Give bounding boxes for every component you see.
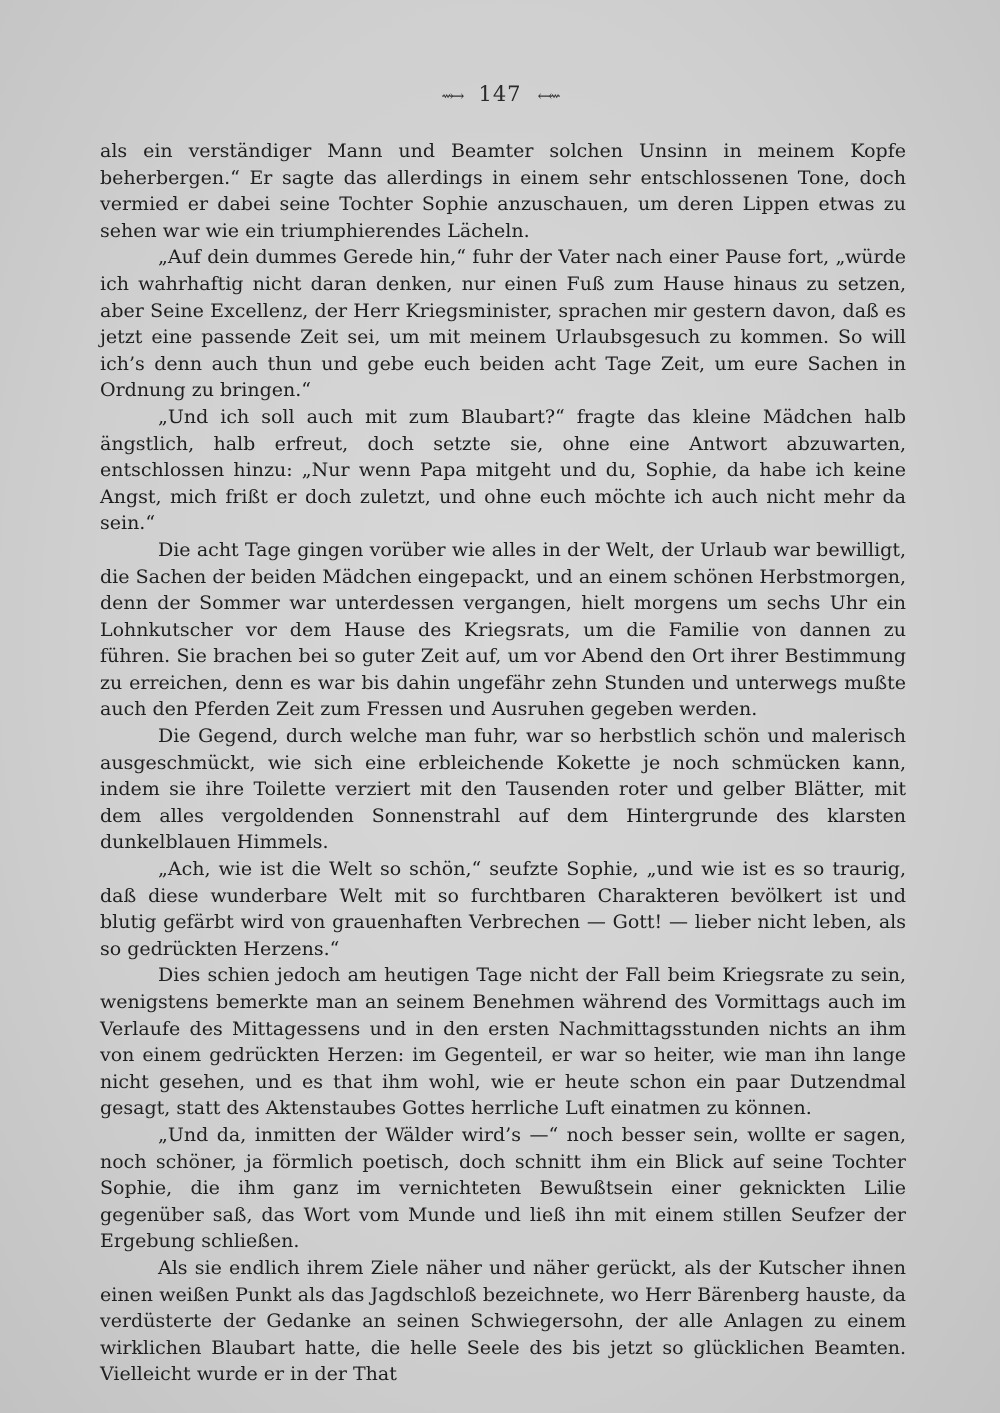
page-number: 147 (478, 82, 522, 106)
paragraph: als ein verständiger Mann und Beamter solchen Unsinn in meinem Kopfe beherbergen.“ Er sagte das allerdings in einem sehr entschlossenen Tone, doch vermied er dabei seine Tochter Sophie anzuschauen, um deren Lippen etwas zu sehen war wie ein triumphierendes Lächeln. (100, 140, 906, 242)
paragraph: „Und da, inmitten der Wälder wird’s —“ noch besser sein, wollte er sagen, noch schöner, ja förmlich poetisch, doch schnitt ihm ein Blick auf seine Tochter Sophie, die ihm ganz im vernichteten Bewußtsein einer geknickten Lilie gegenüber saß, das Wort vom Munde und ließ ihn mit einem stillen Seufzer der Ergebung schließen. (100, 1123, 906, 1253)
body-text (100, 138, 906, 1388)
page-header (0, 82, 1000, 106)
paragraph: „Und ich soll auch mit zum Blaubart?“ fragte das kleine Mädchen halb ängstlich, halb erfreut, doch setzte sie, ohne eine Antwort abzuwarten, entschlossen hinzu: „Nur wenn Papa mitgeht und du, Sophie, da habe ich keine Angst, mich frißt er doch zuletzt, und ohne euch möchte ich auch nicht mehr da sein.“ (100, 405, 906, 535)
paragraph: Die acht Tage gingen vorüber wie alles in der Welt, der Urlaub war bewilligt, die Sachen der beiden Mädchen eingepackt, und an einem schönen Herbstmorgen, denn der Sommer war unterdessen vergangen, hielt morgens um sechs Uhr ein Lohnkutscher vor dem Hause des Kriegsrats, um die Familie von dannen zu führen. Sie brachen bei so guter Zeit auf, um vor Abend den Ort ihrer Bestimmung zu erreichen, denn es war bis dahin ungefähr zehn Stunden und unterwegs mußte auch den Pferden Zeit zum Fressen und Ausruhen gegeben werden. (100, 538, 906, 721)
paragraph: Dies schien jedoch am heutigen Tage nicht der Fall beim Kriegsrate zu sein, wenigstens bemerkte man an seinem Benehmen während des Vormittags auch im Verlaufe des Mittagessens und in den ersten Nachmittagsstunden nichts an ihm von einem gedrückten Herzen: im Gegenteil, er war so heiter, wie man ihn lange nicht gesehen, und es that ihm wohl, wie er heute schon ein paar Dutzendmal gesagt, statt des Aktenstaubes Gottes herrliche Luft einatmen zu können. (100, 964, 906, 1120)
paragraph: Die Gegend, durch welche man fuhr, war so herbstlich schön und malerisch ausgeschmückt, wie sich eine erbleichende Kokette je noch schmücken kann, indem sie ihre Toilette verziert mit den Tausenden roter und gelber Blätter, mit dem alles vergoldenden Sonnenstrahl auf dem Hintergrunde des klarsten dunkelblauen Himmels. (100, 725, 906, 854)
left-ornament-icon: ⇝→ (441, 86, 463, 105)
right-ornament-icon: ←⇜ (537, 86, 559, 105)
paragraph: Als sie endlich ihrem Ziele näher und näher gerückt, als der Kutscher ihnen einen weißen Punkt als das Jagdschloß bezeichnete, wo Herr Bärenberg hauste, da verdüsterte der Gedanke an seinen Schwiegersohn, der alle Anlagen zu einem wirklichen Blaubart hatte, die helle Seele des bis jetzt so glücklichen Beamten. Vielleicht wurde er in der That (100, 1256, 906, 1386)
paragraph: „Ach, wie ist die Welt so schön,“ seufzte Sophie, „und wie ist es so traurig, daß diese wunderbare Welt mit so furchtbaren Charakteren bevölkert ist und blutig gefärbt wird von grauenhaften Verbrechen — Gott! — lieber nicht leben, als so gedrückten Herzens.“ (100, 858, 906, 960)
paragraph: „Auf dein dummes Gerede hin,“ fuhr der Vater nach einer Pause fort, „würde ich wahrhaftig nicht daran denken, nur einen Fuß zum Hause hinaus zu setzen, aber Seine Excellenz, der Herr Kriegsminister, sprachen mir gestern davon, daß es jetzt eine passende Zeit sei, um mit meinem Urlaubsgesuch zu kommen. So will ich’s denn auch thun und gebe euch beiden acht Tage Zeit, um eure Sachen in Ordnung zu bringen.“ (100, 246, 906, 402)
